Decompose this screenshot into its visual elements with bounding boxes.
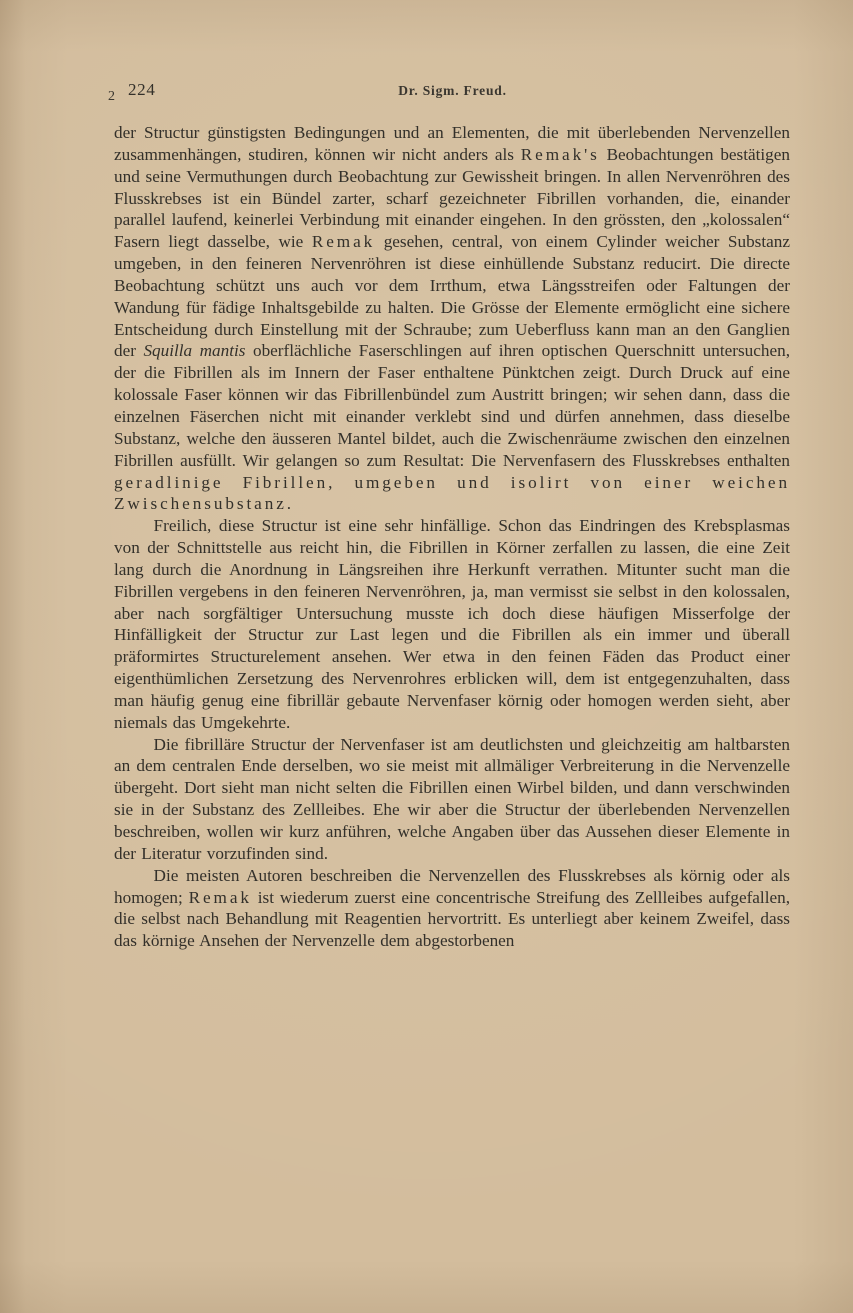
paragraph: [114, 865, 790, 952]
page-header: [108, 80, 791, 104]
text-run: Die meisten Autoren beschreiben die Nervenzellen des Flusskrebses als körnig oder als homogen;: [114, 865, 790, 907]
text-run: oberflächliche Faserschlingen auf ihren optischen Querschnitt untersuchen, der die Fibrillen als im Innern der Faser enthaltene Pünktchen zeigt. Durch Druck auf eine kolossale Faser können wir das Fibrillenbündel zum Austritt bringen; wir sehen dann, dass die einzelnen Fäserchen nicht mit einander verklebt sind und dürfen annehmen, dass dieselbe Substanz, welche den äusseren Mantel bildet, auch die Zwischenräume zwischen den einzelnen Fibrillen ausfüllt. Wir gelangen so zum Resultat: Die Nervenfasern des Flusskrebses enthalten: [114, 341, 791, 470]
letterspaced-text-run: Remak: [188, 887, 252, 907]
text-run: der Structur günstigsten Bedingungen und an Elementen, die mit überlebenden Nervenzellen zusammenhängen, studiren, können wir nicht anders als: [114, 123, 790, 164]
text-run: ist wiederum zuerst eine concentrische Streifung des Zellleibes aufgefallen, die selbst nach Behandlung mit Reagentien hervortritt. Es unterliegt aber keinem Zweifel, dass das körnige Ansehen der Nervenzelle dem abgestorbenen: [114, 887, 790, 951]
letterspaced-text-run: Remak's: [520, 144, 600, 164]
letterspaced-text-run: geradlinige Fibrillen, umgeben und isolirt von einer weichen Zwischensubstanz.: [114, 472, 790, 514]
paragraph: [114, 515, 790, 733]
page-number-group: [108, 80, 156, 104]
running-head: Dr. Sigm. Freud.: [398, 83, 507, 98]
page-body: [114, 122, 790, 952]
signature-mark: 2: [108, 89, 115, 104]
paragraph: [114, 734, 790, 865]
text-run: Beobachtungen bestätigen und seine Vermuthungen durch Beobachtung zur Gewissheit bringen. In allen Nervenröhren des Flusskrebses ist ein Bündel zarter, scharf gezeichneter Fibrillen vorhanden, die, einander parallel laufend, keinerlei Verbindung mit einander eingehen. In den grössten, den „kolossalen“ Fasern liegt dasselbe, wie: [114, 144, 791, 252]
paragraph: [114, 122, 790, 515]
text-run: Die fibrilläre Structur der Nervenfaser ist am deutlichsten und gleichzeitig am haltbarsten an dem centralen Ende derselben, wo sie meist mit allmäliger Verbreiterung in die Nervenzelle übergeht. Dort sieht man nicht selten die Fibrillen einen Wirbel bilden, und dann verschwinden sie in der Substanz des Zellleibes. Ehe wir aber die Structur der überlebenden Nervenzellen beschreiben, wollen wir kurz anführen, welche Angaben über das Aussehen dieser Elemente in der Literatur vorzufinden sind.: [114, 734, 790, 863]
page-number: 224: [128, 80, 156, 99]
letterspaced-text-run: Remak: [311, 232, 376, 252]
text-run: gesehen, central, von einem Cylinder weicher Substanz umgeben, in den feineren Nervenröhren ist diese einhüllende Substanz reducirt. Die directe Beobachtung schützt uns auch vor dem Irrthum, etwa Längsstreifen oder Faltungen der Wandung für fädige Inhaltsgebilde zu halten. Die Grösse der Elemente ermöglicht eine sichere Entscheidung durch Einstellung mit der Schraube; zum Ueberfluss kann man an den Ganglien der: [114, 232, 790, 361]
italic-text-run: Squilla mantis: [143, 341, 246, 361]
text-run: Freilich, diese Structur ist eine sehr hinfällige. Schon das Eindringen des Krebsplasmas von der Schnittstelle aus reicht hin, die Fibrillen in Körner zerfallen zu lassen, die eine Zeit lang durch die Anordnung in Längsreihen ihre Herkunft verrathen. Mitunter sucht man die Fibrillen vergebens in den feineren Nervenröhren, ja, man vermisst sie selbst in den kolossalen, aber nach sorgfältiger Untersuchung musste ich doch diese häufigen Misserfolge der Hinfälligkeit der Structur zur Last legen und die Fibrillen als ein immer und überall präformirtes Structurelement ansehen. Wer etwa in den feinen Fäden das Product einer eigenthümlichen Zersetzung des Nervenrohres erblicken will, dem ist entgegenzuhalten, dass man häufig genug eine fibrillär gebaute Nervenfaser körnig oder homogen werden sieht, aber niemals das Umgekehrte.: [114, 516, 790, 732]
